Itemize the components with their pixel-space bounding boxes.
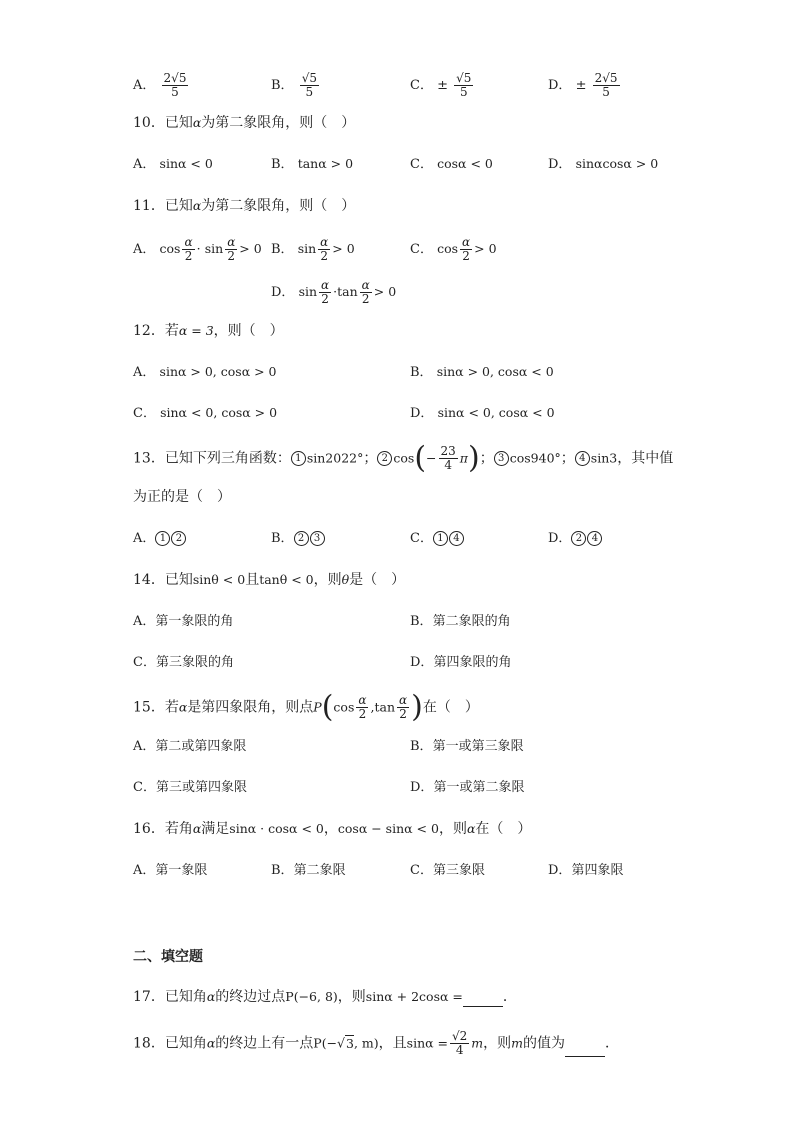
q11-option-d[interactable]: D． sin $\frac{\alpha}{2}$ ·tan $\frac{\alpha}{2}$ > 0 [271, 278, 397, 306]
q15-option-a[interactable]: A．第二或第四象限 [133, 739, 247, 754]
q16-option-b[interactable]: B．第二象限 [271, 863, 346, 878]
q9-option-c[interactable]: C． ± $\frac{√5}{5}$ [410, 71, 472, 99]
q13-option-a[interactable]: A． 1 2 [133, 529, 187, 549]
q17-stem: 17．已知角α的终边过点P(−6, 8)，则sinα + 2cosα = ． [133, 989, 517, 1005]
q11-stem: 11．已知α为第二象限角，则（ ） [133, 198, 356, 214]
q9-c-fraction: $\frac{√5}{5}$ [456, 71, 472, 99]
q13-stem-line2: 为正的是（ ） [133, 489, 231, 505]
q14-stem: 14．已知sinθ < 0且tanθ < 0，则θ是（ ） [133, 572, 406, 588]
q10-option-a[interactable]: A． sinα < 0 [133, 156, 213, 172]
q10-option-c[interactable]: C． cosα < 0 [410, 156, 493, 172]
q17-answer-blank[interactable] [463, 992, 503, 1007]
q11-option-c[interactable]: C． cos $\frac{\alpha}{2}$ > 0 [410, 235, 497, 263]
q16-option-d[interactable]: D．第四象限 [548, 863, 624, 878]
q15-option-b[interactable]: B．第一或第三象限 [410, 739, 524, 754]
q14-option-c[interactable]: C．第三象限的角 [133, 655, 234, 670]
section-title-fill-in: 二、填空题 [133, 949, 203, 965]
q16-option-c[interactable]: C．第三象限 [410, 863, 485, 878]
q11-option-a[interactable]: A． cos $\frac{\alpha}{2}$ · sin $\frac{\alpha}{2}$ > 0 [133, 235, 262, 263]
q12-option-d[interactable]: D． sinα < 0, cosα < 0 [410, 405, 555, 421]
q12-stem: 12．若α = 3，则（ ） [133, 323, 284, 339]
q18-stem: 18．已知角α的终边上有一点P(−√3, m)，且sinα = $\frac{√2}{4}$ m，则m的值为 ． [133, 1029, 620, 1057]
q9-d-fraction: $\frac{2√5}{5}$ [594, 71, 618, 99]
q15-option-d[interactable]: D．第一或第二象限 [410, 780, 525, 795]
q10-option-b[interactable]: B． tanα > 0 [271, 156, 354, 172]
q13-option-c[interactable]: C． 1 4 [410, 529, 465, 549]
q14-option-a[interactable]: A．第一象限的角 [133, 614, 234, 629]
q13-option-d[interactable]: D． 2 4 [548, 529, 603, 549]
q10-stem: 10．已知α为第二象限角，则（ ） [133, 115, 356, 131]
q10-option-d[interactable]: D． sinαcosα > 0 [548, 156, 659, 172]
q13-option-b[interactable]: B． 2 3 [271, 529, 326, 549]
q14-option-b[interactable]: B．第二象限的角 [410, 614, 511, 629]
q9-option-b[interactable]: B． $\frac{√5}{5}$ [271, 71, 317, 99]
q14-option-d[interactable]: D．第四象限的角 [410, 655, 512, 670]
q9-option-a[interactable]: A． $\frac{2√5}{5}$ [133, 71, 187, 99]
q15-stem: 15．若α是第四象限角，则点P(cos $\frac{\alpha}{2}$ ,tan $\frac{\alpha}{2}$ )在（ ） [133, 689, 479, 725]
q13-stem: 13．已知下列三角函数： 1 sin2022°； 2 cos(− $\frac{23}{4}$ π)； 3 cos940°； 4 sin3，其中值 [133, 440, 674, 476]
q12-option-b[interactable]: B． sinα > 0, cosα < 0 [410, 364, 554, 380]
q9-option-d[interactable]: D． ± $\frac{2√5}{5}$ [548, 71, 618, 99]
q9-b-fraction: $\frac{√5}{5}$ [301, 71, 317, 99]
q18-answer-blank[interactable] [565, 1042, 605, 1057]
q11-option-b[interactable]: B． sin $\frac{\alpha}{2}$ > 0 [271, 235, 355, 263]
q9-a-fraction: $\frac{2√5}{5}$ [163, 71, 187, 99]
q15-option-c[interactable]: C．第三或第四象限 [133, 780, 247, 795]
q16-option-a[interactable]: A．第一象限 [133, 863, 208, 878]
q12-option-a[interactable]: A． sinα > 0, cosα > 0 [133, 364, 277, 380]
q12-option-c[interactable]: C． sinα < 0, cosα > 0 [133, 405, 278, 421]
q16-stem: 16．若角α满足sinα · cosα < 0，cosα − sinα < 0，则α在（ ） [133, 821, 532, 837]
